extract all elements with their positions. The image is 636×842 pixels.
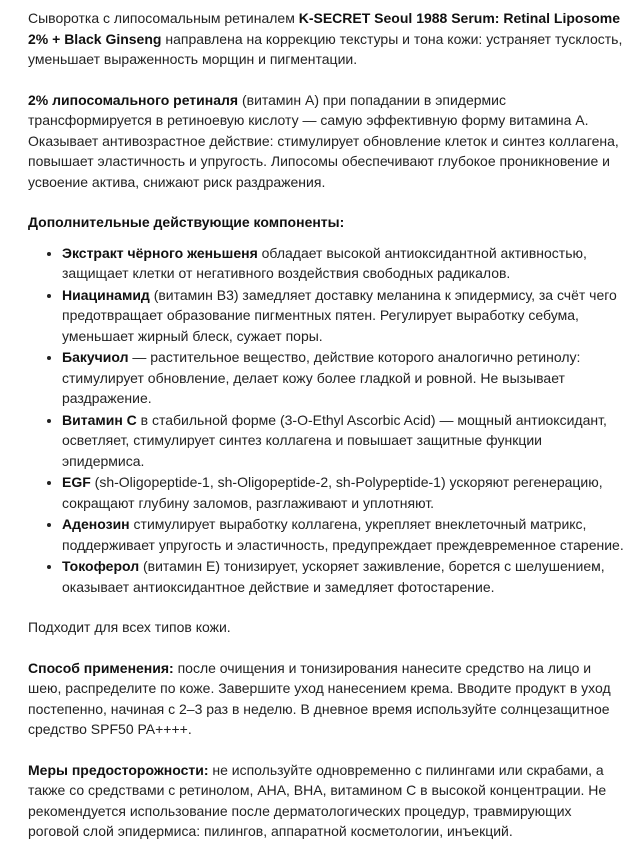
component-name: Витамин С: [62, 411, 137, 428]
precautions-text: не используйте одновременно с пилингами или скрабами, а также со средствами с ретинолом, АНА, ВНА, витамином С в высокой концентрации. Не рекомендуется использование после дерматологических процедур, травмирующих роговой слой эпидермиса: пилингов, аппаратной косметологии, инъекций.: [28, 761, 607, 839]
list-item: [62, 347, 624, 409]
intro-prefix: Сыворотка с липосомальным ретиналем: [28, 10, 299, 26]
component-text: (sh-Oligopeptide-1, sh-Oligopeptide-2, sh-Polypeptide-1) ускоряют регенерацию, сокращают глубину заломов, разглаживают и уплотняют.: [62, 474, 603, 511]
component-text: (витамин В3) замедляет доставку меланина к эпидермису, за счёт чего предотвращает образование пигментных пятен. Регулирует выработку себума, уменьшает жирный блеск, сужает поры.: [62, 286, 617, 344]
retinal-label: 2% липосомального ретиналя: [28, 91, 239, 108]
list-item: [62, 285, 624, 347]
component-text: (витамин Е) тонизирует, ускоряет заживление, борется с шелушением, оказывает антиоксидантное действие и замедляет фотостарение.: [62, 558, 605, 595]
skin-types-paragraph: Подходит для всех типов кожи.: [28, 619, 231, 635]
component-name: Бакучиол: [62, 349, 129, 365]
retinal-text: (витамин А) при попадании в эпидермис трансформируется в ретиноевую кислоту — самую эффективную форму витамина А. Оказывает антивозрастное действие: стимулирует обновление клеток и синтез коллагена, повышает эластичность и упругость. Липосомы обеспечивают глубокое проникновение и усвоение актива, снижают риск раздражения.: [28, 91, 619, 190]
usage-paragraph: [28, 658, 624, 740]
component-name: Ниацинамид: [62, 286, 150, 303]
intro-suffix: направлена на коррекцию текстуры и тона кожи: устраняет тусклость, уменьшает выраженность морщин и пигментации.: [28, 30, 623, 67]
usage-text: после очищения и тонизирования нанесите средство на лицо и шею, распределите по коже. Завершите уход нанесением крема. Вводите продукт в уход постепенно, начиная с 2–3 раз в неделю. В дневное время используйте солнцезащитное средство SPF50 PA++++.: [28, 659, 611, 737]
components-heading-text: Дополнительные действующие компоненты:: [28, 214, 345, 230]
component-text: — растительное вещество, действие которого аналогично ретинолу: стимулирует обновление, делает кожу более гладкой и ровной. Не вызывает раздражение.: [62, 349, 581, 406]
component-text: стимулирует выработку коллагена, укрепляет внеклеточный матрикс, поддерживает упругость и эластичность, предупреждает преждевременное старение.: [62, 516, 624, 553]
list-item: [62, 472, 624, 513]
list-item: [62, 514, 624, 555]
precautions-label: Меры предосторожности:: [28, 761, 209, 778]
component-text: в стабильной форме (3-O-Ethyl Ascorbic Acid) — мощный антиоксидант, осветляет, стимулирует синтез коллагена и повышает защитные функции эпидермиса.: [62, 411, 607, 469]
component-name: EGF: [62, 474, 91, 490]
components-list: [28, 243, 624, 598]
component-name: Токоферол: [62, 558, 140, 574]
product-name: K-SECRET Seoul 1988 Serum: Retinal Liposome 2% + Black Ginseng: [28, 10, 621, 47]
component-text: обладает высокой антиоксидантной активностью, защищает клетки от негативного воздействия свободных радикалов.: [62, 244, 587, 281]
list-item: [62, 243, 624, 284]
retinal-paragraph: [28, 90, 624, 193]
component-name: Аденозин: [62, 516, 130, 532]
precautions-paragraph: [28, 760, 624, 842]
intro-paragraph: [28, 8, 624, 70]
components-heading: [28, 212, 624, 233]
list-item: [62, 410, 624, 472]
usage-label: Способ применения:: [28, 659, 174, 676]
component-name: Экстракт чёрного женьшеня: [62, 244, 258, 261]
list-item: [62, 556, 624, 597]
